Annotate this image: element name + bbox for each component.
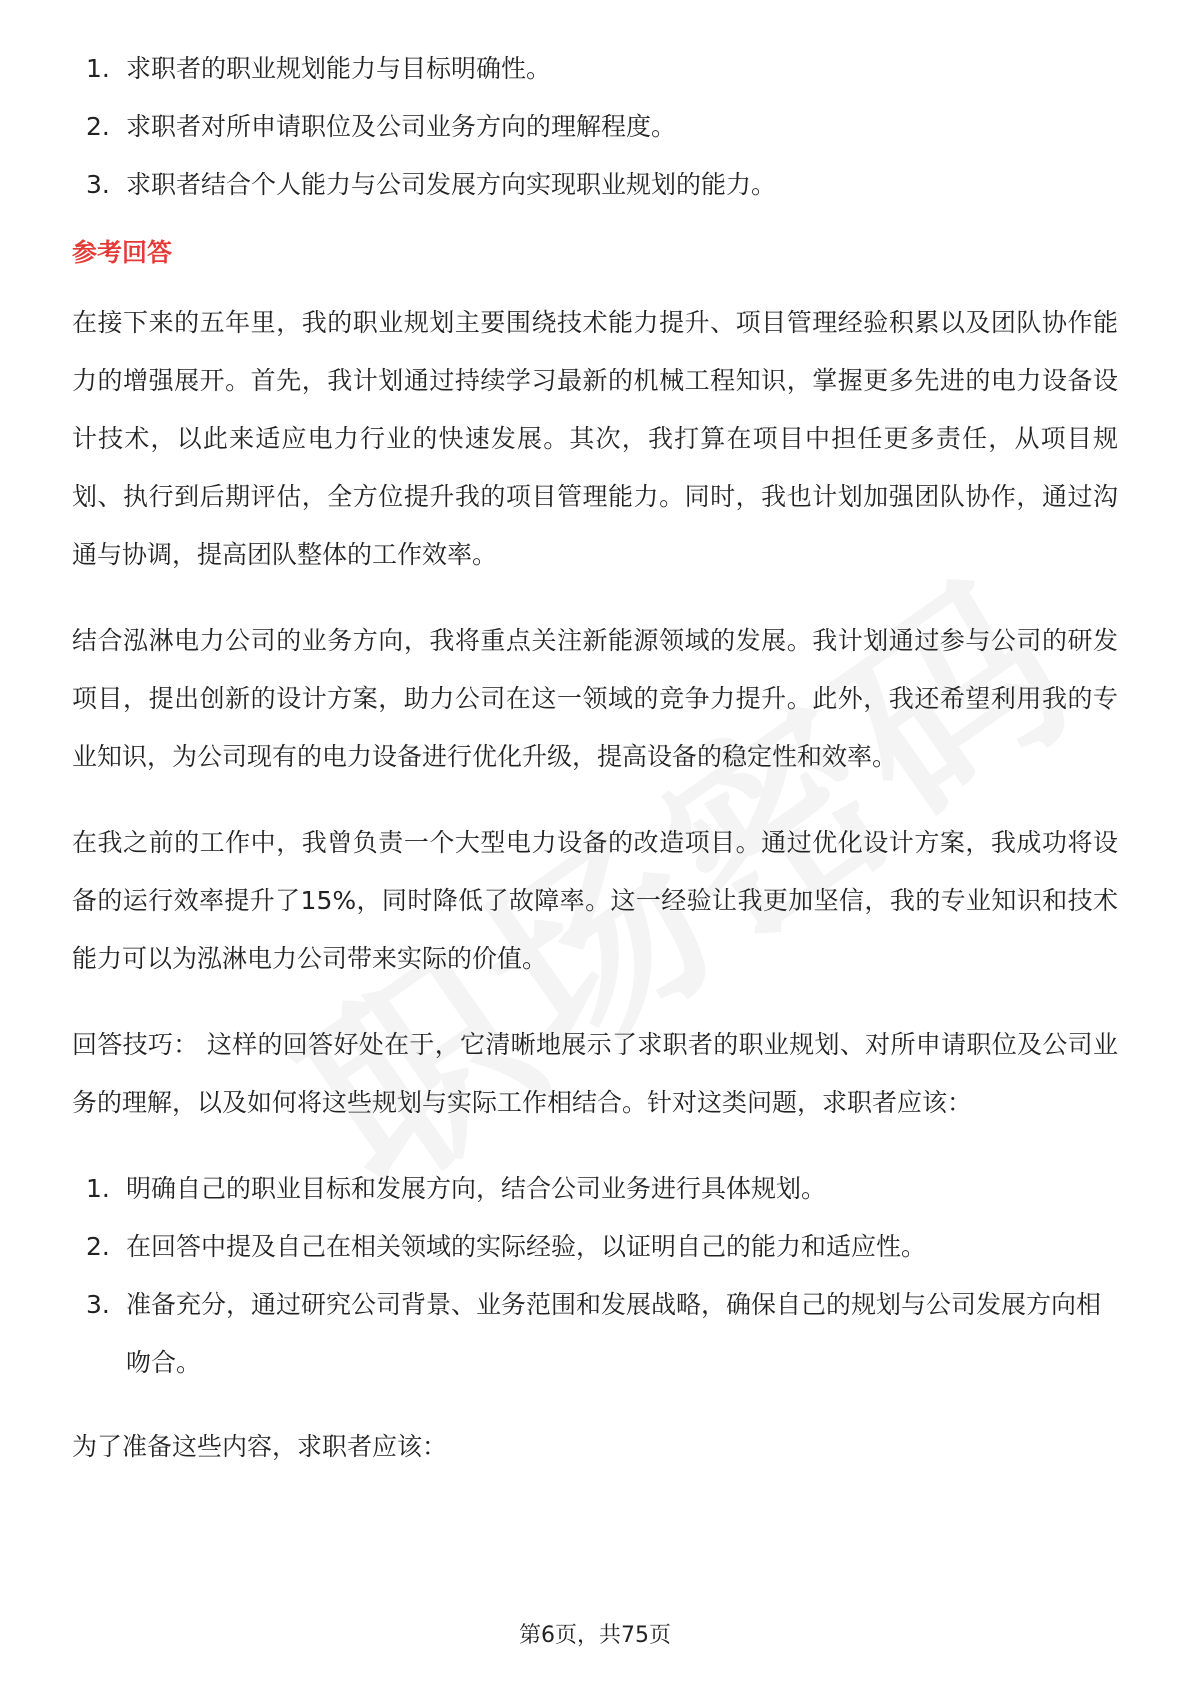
list-item: 3. 准备充分，通过研究公司背景、业务范围和发展战略，确保自己的规划与公司发展方向相吻合。: [86, 1290, 1102, 1377]
page-footer: 第6页，共75页: [519, 1623, 671, 1648]
list-item: 2. 求职者对所申请职位及公司业务方向的理解程度。: [86, 112, 677, 141]
list-item-text: 求职者的职业规划能力与目标明确性。: [126, 54, 552, 83]
list-item-text: 明确自己的职业目标和发展方向，结合公司业务进行具体规划。: [126, 1174, 827, 1203]
list-item-text: 在回答中提及自己在相关领域的实际经验，以证明自己的能力和适应性。: [126, 1232, 927, 1261]
list-item-text: 求职者对所申请职位及公司业务方向的理解程度。: [126, 112, 677, 141]
closing-line: 为了准备这些内容，求职者应该：: [72, 1432, 448, 1461]
tips-numbered-list: [72, 1160, 1118, 1392]
list-item-text: 准备充分，通过研究公司背景、业务范围和发展战略，确保自己的规划与公司发展方向相吻合。: [126, 1290, 1102, 1377]
list-item: 1. 求职者的职业规划能力与目标明确性。: [86, 54, 552, 83]
document-content: [72, 40, 1118, 1504]
paragraph-experience: 在我之前的工作中，我曾负责一个大型电力设备的改造项目。通过优化设计方案，我成功将设备的运行效率提升了15%，同时降低了故障率。这一经验让我更加坚信，我的专业知识和技术能力可以为泓淋电力公司带来实际的价值。: [72, 828, 1118, 973]
list-item: 3. 求职者结合个人能力与公司发展方向实现职业规划的能力。: [86, 170, 777, 199]
reference-answer-heading: 参考回答: [72, 238, 173, 267]
paragraph-answer-tips: 回答技巧： 这样的回答好处在于，它清晰地展示了求职者的职业规划、对所申请职位及公司业务的理解，以及如何将这些规划与实际工作相结合。针对这类问题，求职者应该：: [72, 1030, 1118, 1117]
paragraph-career-plan: 在接下来的五年里，我的职业规划主要围绕技术能力提升、项目管理经验积累以及团队协作能力的增强展开。首先，我计划通过持续学习最新的机械工程知识，掌握更多先进的电力设备设计技术，以此来适应电力行业的快速发展。其次，我打算在项目中担任更多责任，从项目规划、执行到后期评估，全方位提升我的项目管理能力。同时，我也计划加强团队协作，通过沟通与协调，提高团队整体的工作效率。: [72, 308, 1118, 569]
list-item: 2. 在回答中提及自己在相关领域的实际经验，以证明自己的能力和适应性。: [86, 1232, 927, 1261]
top-numbered-list: [72, 40, 1118, 214]
paragraph-company-direction: 结合泓淋电力公司的业务方向，我将重点关注新能源领域的发展。我计划通过参与公司的研发项目，提出创新的设计方案，助力公司在这一领域的竞争力提升。此外，我还希望利用我的专业知识，为公司现有的电力设备进行优化升级，提高设备的稳定性和效率。: [72, 626, 1118, 771]
list-item-text: 求职者结合个人能力与公司发展方向实现职业规划的能力。: [126, 170, 777, 199]
list-item: 1. 明确自己的职业目标和发展方向，结合公司业务进行具体规划。: [86, 1174, 827, 1203]
